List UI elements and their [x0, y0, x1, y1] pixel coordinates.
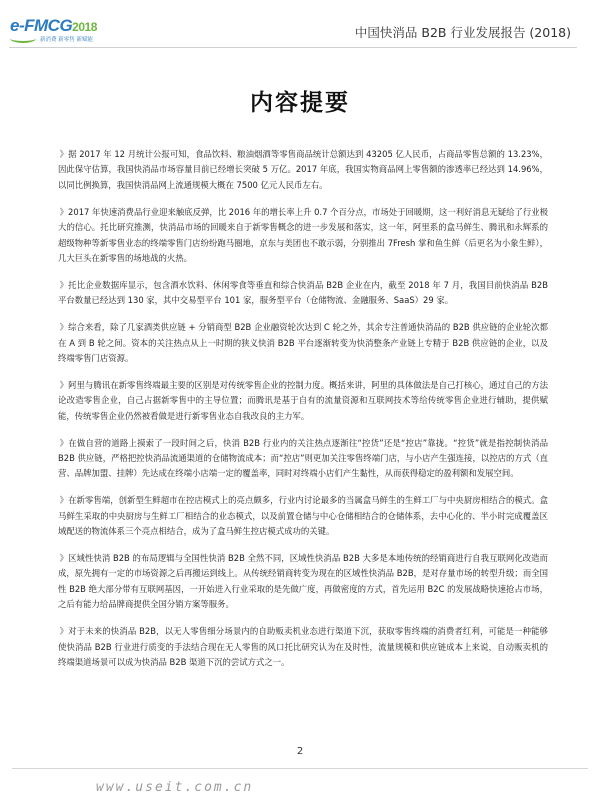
summary-paragraph: 》据 2017 年 12 月统计公报可知，食品饮料、粮油烟酒等零售商品统计总额达到 43205 亿人民币，占商品零售总额的 13.23%，因此保守估算，我国快消品市场容量目前已经增长突破 5 万亿。2017 年底，我国实物商品网上零售额的渗透率已经达到 14.96%，以同比例换算，我国快消品网上流通规模大概在 7500 亿元人民币左右。 [58, 149, 548, 190]
page-header [0, 0, 600, 56]
page-number: 2 [296, 746, 304, 757]
summary-paragraph: 》在新零售端，创新型生鲜超市在控店模式上的亮点颇多，行业内讨论最多的当属盒马鲜生的生鲜工厂与中央厨房相结合的模式。盒马鲜生采取的中央厨房与生鲜工厂相结合的业态模式，以及前置仓储与中心仓储相结合的仓储体系，去中心化的、半小时完成覆盖区域配送的物流体系三个亮点相结合，成为了盒马鲜生控店模式成功的关键。 [58, 495, 548, 537]
summary-paragraph: 》区域性快消 B2B 的布局逻辑与全国性快消 B2B 全然不同，区域性快消品 B2B 大多是本地传统的经销商进行自我互联网化改造而成，原先拥有一定的市场资源之后再搬运到线上。从传统经销商转变为现在的区域性快消品 B2B，是对存量市场的转型升级；而全国性 B2B 绝大部分带有互联网基因，一开始进入行业采取的是先做广度，再做密度的方式，首先运用 B2C 的发展战略快速抢占市场，之后有能力给品牌商提供全国分销方案等服务。 [58, 553, 548, 610]
summary-paragraph: 》综合来看，除了几家酒类供应链 + 分销商型 B2B 企业融资轮次达到 C 轮之外，其余专注普通快消品的 B2B 供应链的企业轮次都在 A 到 B 轮之间。资本的关注热点从上一时期的狭义快消 B2B 平台逐渐转变为快消整条产业链上专精于 B2B 供应链的企业，以及终端零售门店资源。 [58, 322, 548, 363]
page-title: 内容提要 [250, 90, 350, 116]
logo-wordmark: e-FMCG2018 [10, 16, 97, 35]
summary-paragraph: 》对于未来的快消品 B2B，以无人零售细分场景内的自助贩卖机业态进行渠道下沉，获取零售终端的消费者红利，可能是一种能够使快消品 B2B 行业进行质变的手法结合现在无人零售的风口托比研究认为在及时性，流量规模和供应链成本上来说，自动贩卖机的终端渠道场景可以成为快消品 B2B 渠道下沉的尝试方式之一。 [58, 626, 548, 667]
summary-paragraph: 》2017 年快速消费品行业迎来触底反弹，比 2016 年的增长率上升 0.7 个百分点，市场处于回暖期，这一利好消息无疑给了行业极大的信心。托比研究推测，快消品市场的回暖来自于新零售概念的进一步发展和落实，这一年，阿里系的盒马鲜生、腾讯和永辉系的超级物种等新零售业态的终端零售门店纷纷跑马圈地，京东与美团也不敢示弱，分别推出 7Fresh 掌和鱼生鲜（后更名为小象生鲜），几大巨头在新零售的场地战的火热。 [58, 206, 548, 263]
logo-swoosh-icon [10, 34, 36, 43]
watermark: www.useit.com.cn [96, 780, 254, 795]
efmcg-logo [10, 14, 128, 48]
summary-paragraph: 》托比企业数据库显示，包含酒水饮料、休闲零食等垂直和综合快消品 B2B 企业在内，截至 2018 年 7 月，我国目前快消品 B2B 平台数量已经达到 130 家，其中交易型平台 101 家，服务型平台（仓储物流、金融服务、SaaS）29 家。 [58, 279, 548, 306]
summary-paragraph: 》阿里与腾讯在新零售终端最主要的区别是对传统零售企业的控制力度。概括来讲，阿里的具体做法是自己打核心，通过自己的方法论改造零售企业，自己占据新零售中的主导位置；而腾讯是基于自有的流量资源和互联网技术等给传统零售企业进行辅助，提供赋能，传统零售企业仍然被看做是进行新零售业态自我改良的主力军。 [58, 379, 548, 421]
footer-divider [12, 768, 588, 769]
header-divider [9, 47, 577, 48]
logo-subtitle: 新消费 新零售 新赋能 [40, 37, 93, 43]
report-title: 中国快消品 B2B 行业发展报告 (2018) [354, 25, 571, 40]
summary-paragraph: 》在做自营的道路上摸索了一段时间之后，快消 B2B 行业内的关注热点逐渐往“控货”还是“控店”靠拢。“控货”就是指控制快消品 B2B 供应链，严格把控快消品流通渠道的仓储物流成本；而“控店”则更加关注零售终端门店，与小店产生强连接，以控店的方式（直营、品牌加盟、挂牌）先达成在终端小店端一定的覆盖率，同时对终端小店们产生黏性，从而获得稳定的盈利额和发展空间。 [58, 437, 548, 479]
summary-body [58, 147, 548, 682]
